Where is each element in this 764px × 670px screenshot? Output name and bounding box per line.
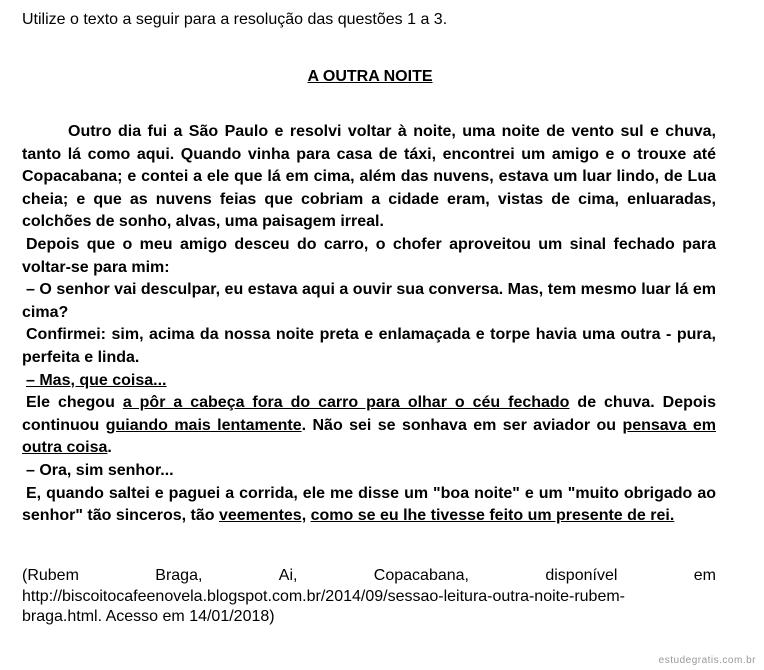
text-segment: E, quando saltei e paguei a corrida, ele me disse um "boa noite" e um "muito obrigado ao senhor" tão sinceros, tão bbox=[22, 484, 716, 525]
paragraph-3: – O senhor vai desculpar, eu estava aqui a ouvir sua conversa. Mas, tem mesmo luar lá em cima? bbox=[22, 281, 716, 321]
paragraph-4: Confirmei: sim, acima da nossa noite preta e enlamaçada e torpe havia uma outra - pura, perfeita e linda. bbox=[22, 326, 716, 366]
citation-url-line: http://biscoitocafeenovela.blogspot.com.br/2014/09/sessao-leitura-outra-noite-rubem- bbox=[22, 587, 625, 605]
paragraph-8 bbox=[22, 483, 716, 528]
text-segment: . bbox=[107, 439, 112, 457]
underlined-phrase: como se eu lhe tivesse feito um presente de rei. bbox=[310, 507, 675, 525]
citation-word: em bbox=[693, 567, 716, 584]
instruction-text: Utilize o texto a seguir para a resolução das questões 1 a 3. bbox=[22, 11, 448, 28]
story-title: A OUTRA NOITE bbox=[307, 68, 433, 85]
citation-word: Copacabana, bbox=[373, 567, 469, 584]
underlined-phrase: a pôr a cabeça fora do carro para olhar o céu fechado bbox=[122, 394, 570, 412]
underlined-phrase: guiando mais lentamente bbox=[105, 416, 302, 434]
source-citation bbox=[22, 566, 716, 628]
citation-access-line: braga.html. Acesso em 14/01/2018) bbox=[22, 608, 275, 625]
citation-line-1 bbox=[22, 566, 716, 587]
paragraph-7: – Ora, sim senhor... bbox=[26, 461, 174, 479]
citation-word: (Rubem bbox=[22, 567, 79, 584]
text-segment: Ele chegou bbox=[26, 394, 123, 412]
citation-word: Ai, bbox=[278, 567, 298, 584]
text-segment: . Não sei se sonhava em ser aviador ou bbox=[301, 416, 623, 434]
underlined-phrase: pensava em outra coisa bbox=[22, 416, 716, 457]
paragraph-1: Outro dia fui a São Paulo e resolvi voltar à noite, uma noite de vento sul e chuva, tanto lá como aqui. Quando vinha para casa de táxi, encontrei um amigo e o trouxe até Copacabana; e contei a ele que lá em cima, além das nuvens, estava um luar lindo, de Lua cheia; e que as nuvens feias que cobriam a cidade eram, vistas de cima, enluaradas, colchões de sonho, alvas, uma paisagem irreal. bbox=[22, 123, 716, 231]
paragraph-6 bbox=[22, 392, 716, 460]
paragraph-5 bbox=[22, 370, 716, 393]
underlined-phrase: – Mas, que coisa... bbox=[26, 371, 167, 389]
paragraph-2: Depois que o meu amigo desceu do carro, o chofer aproveitou um sinal fechado para voltar-se para mim: bbox=[22, 235, 716, 276]
citation-word: Braga, bbox=[155, 567, 203, 584]
watermark: estudegratis.com.br bbox=[658, 655, 756, 666]
citation-word: disponível bbox=[545, 567, 618, 584]
underlined-phrase: veementes, bbox=[218, 507, 307, 525]
story-body bbox=[22, 121, 716, 528]
text-segment: de chuva. Depois continuou bbox=[22, 394, 717, 434]
